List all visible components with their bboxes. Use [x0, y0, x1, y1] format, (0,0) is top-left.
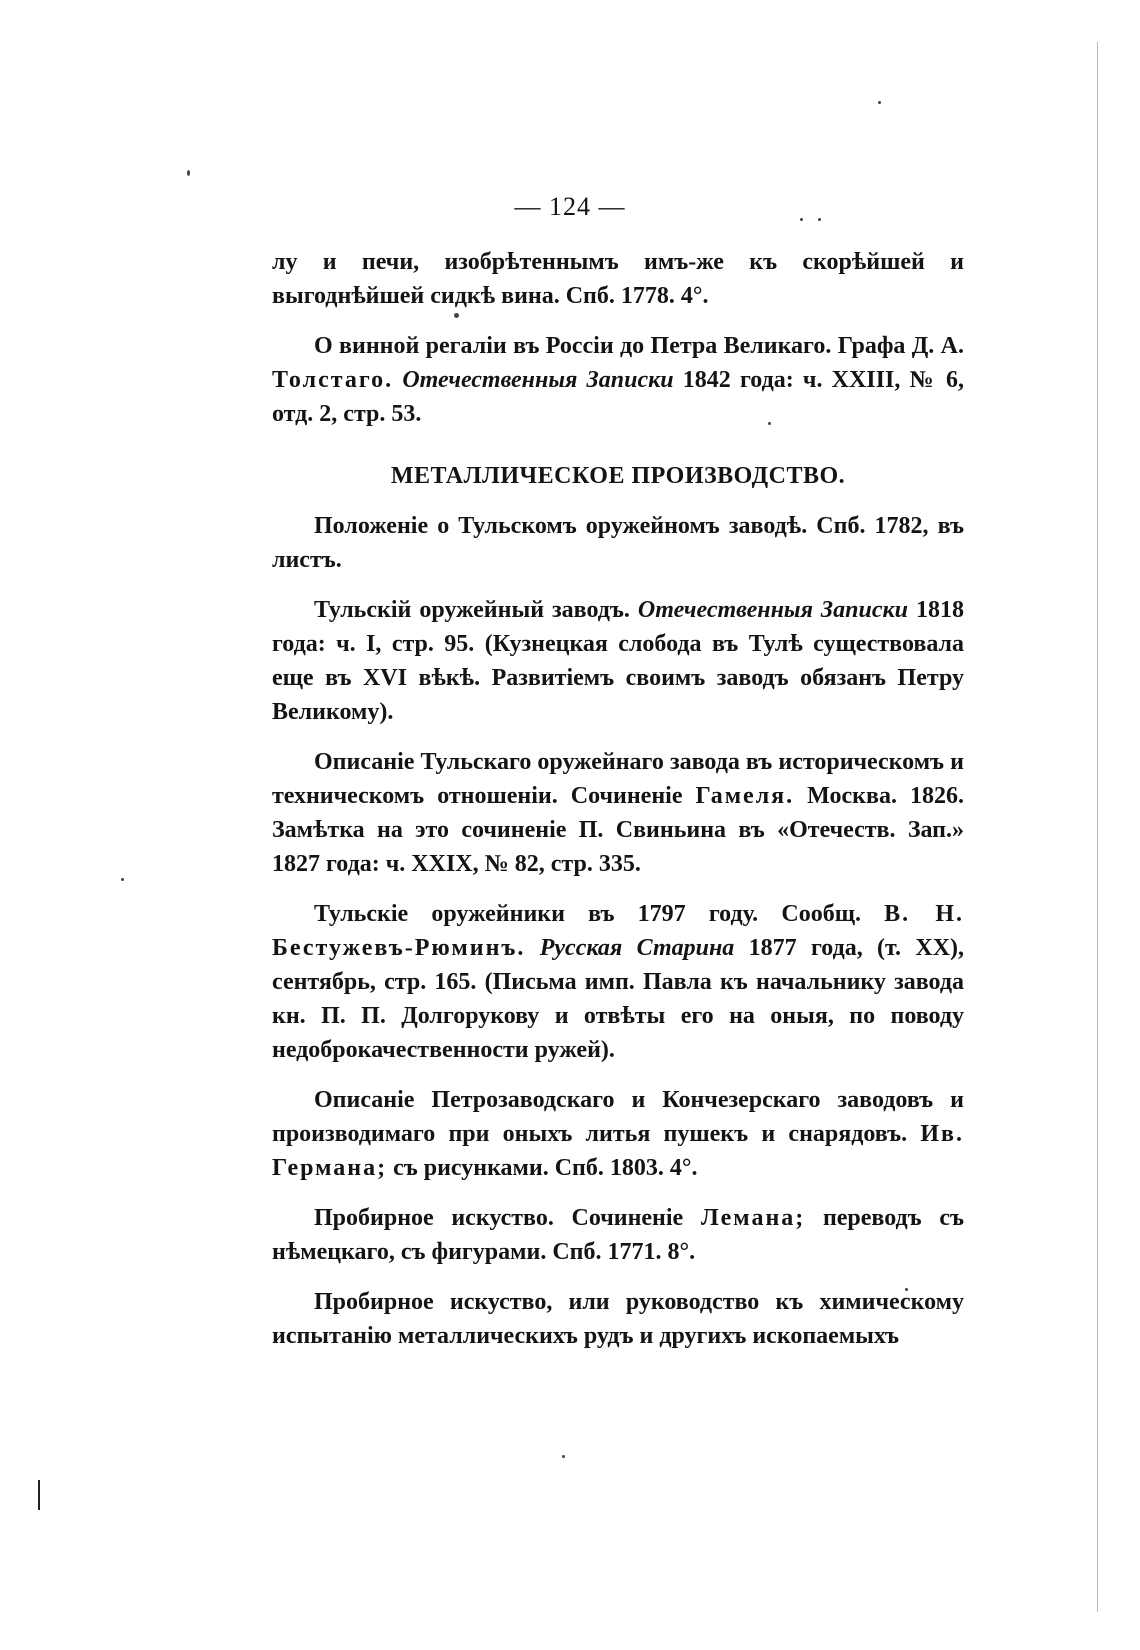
entry-text: О винной регаліи въ Россіи до Петра Великаго. Графа Д. А. — [314, 333, 964, 359]
scan-edge-mark — [38, 1480, 40, 1510]
entry-text: 1842 года: ч. XXIII, № 6, отд. 2, стр. 53. — [272, 367, 965, 427]
entry-author: Лемана; — [700, 1205, 806, 1231]
entry-text: Москва. 1826. Замѣтка на это сочиненіе П. Свиньина въ «Отечеств. Зап.» 1827 года: ч. XXIX, № 82, стр. 335. — [272, 783, 965, 877]
entry-text: 1877 года, (т. XX), сентябрь, стр. 165. (Письма имп. Павла къ начальнику завода кн. П. П. Долгорукову и отвѣты его на оныя, по поводу недоброкачественности ружей). — [272, 935, 965, 1063]
scan-speck — [878, 101, 881, 104]
section-heading: МЕТАЛЛИЧЕСКОЕ ПРОИЗВОДСТВО. — [390, 463, 846, 489]
entry-text: Пробирное искуство. Сочиненіе — [314, 1205, 701, 1231]
entry-tula-factory — [272, 593, 964, 729]
entry-continuation: лу и печи, изобрѣтеннымъ имъ-же къ скорѣйшей и выгоднѣйшей сидкѣ вина. Спб. 1778. 4°. — [272, 249, 964, 309]
entry-text: Тульскіе оружейники въ 1797 году. Сообщ. — [314, 901, 885, 927]
entry-author: Ив. Германа; — [272, 1121, 964, 1181]
scan-speck — [187, 170, 190, 176]
entry-text: Описаніе Петрозаводскаго и Кончезерскаго заводовъ и производимаго при оныхъ литья пушекъ и снарядовъ. — [272, 1087, 964, 1147]
entry-petrozavodsk — [272, 1083, 964, 1185]
entry-journal: Отечественныя Записки — [637, 597, 908, 623]
entry-tula-gunsmiths — [272, 897, 964, 1067]
scan-speck — [121, 878, 124, 881]
entry-assay-leman — [272, 1201, 964, 1269]
page-edge-line — [1097, 42, 1098, 1612]
entry-author: Толстаго. — [272, 367, 394, 393]
entry-tula-description — [272, 745, 964, 881]
entry-wine-regalia — [272, 329, 964, 431]
entry-text: съ рисунками. Спб. 1803. 4°. — [387, 1155, 698, 1181]
entry-tula-regulation: Положеніе о Тульскомъ оружейномъ заводѣ. Спб. 1782, въ листъ. — [272, 513, 964, 573]
entry-journal: Русская Старина — [539, 935, 735, 961]
entry-assay-guide: Пробирное искуство, или руководство къ химическому испытанію металлическихъ рудъ и другихъ ископаемыхъ — [272, 1289, 964, 1349]
scan-speck — [562, 1455, 565, 1458]
page-number: — 124 — — [514, 192, 626, 221]
entry-journal: Отечественныя Записки — [402, 367, 674, 393]
entry-author: Гамеля. — [695, 783, 795, 809]
entry-text: Описаніе Тульскаго оружейнаго завода въ историческомъ и техническомъ отношеніи. Сочиненіе — [272, 749, 964, 809]
entry-text: переводъ съ нѣмецкаго, съ фигурами. Спб. 1771. 8°. — [272, 1205, 964, 1265]
entry-text: Тульскій оружейный заводъ. — [314, 597, 638, 623]
entry-text: 1818 года: ч. I, стр. 95. (Кузнецкая слобода въ Тулѣ существовала еще въ XVI вѣкѣ. Развитіемъ своимъ заводъ обязанъ Петру Великому). — [272, 597, 964, 725]
page-body — [272, 245, 964, 1353]
entry-author: В. Н. Бестужевъ-Рюминъ. — [272, 901, 964, 961]
